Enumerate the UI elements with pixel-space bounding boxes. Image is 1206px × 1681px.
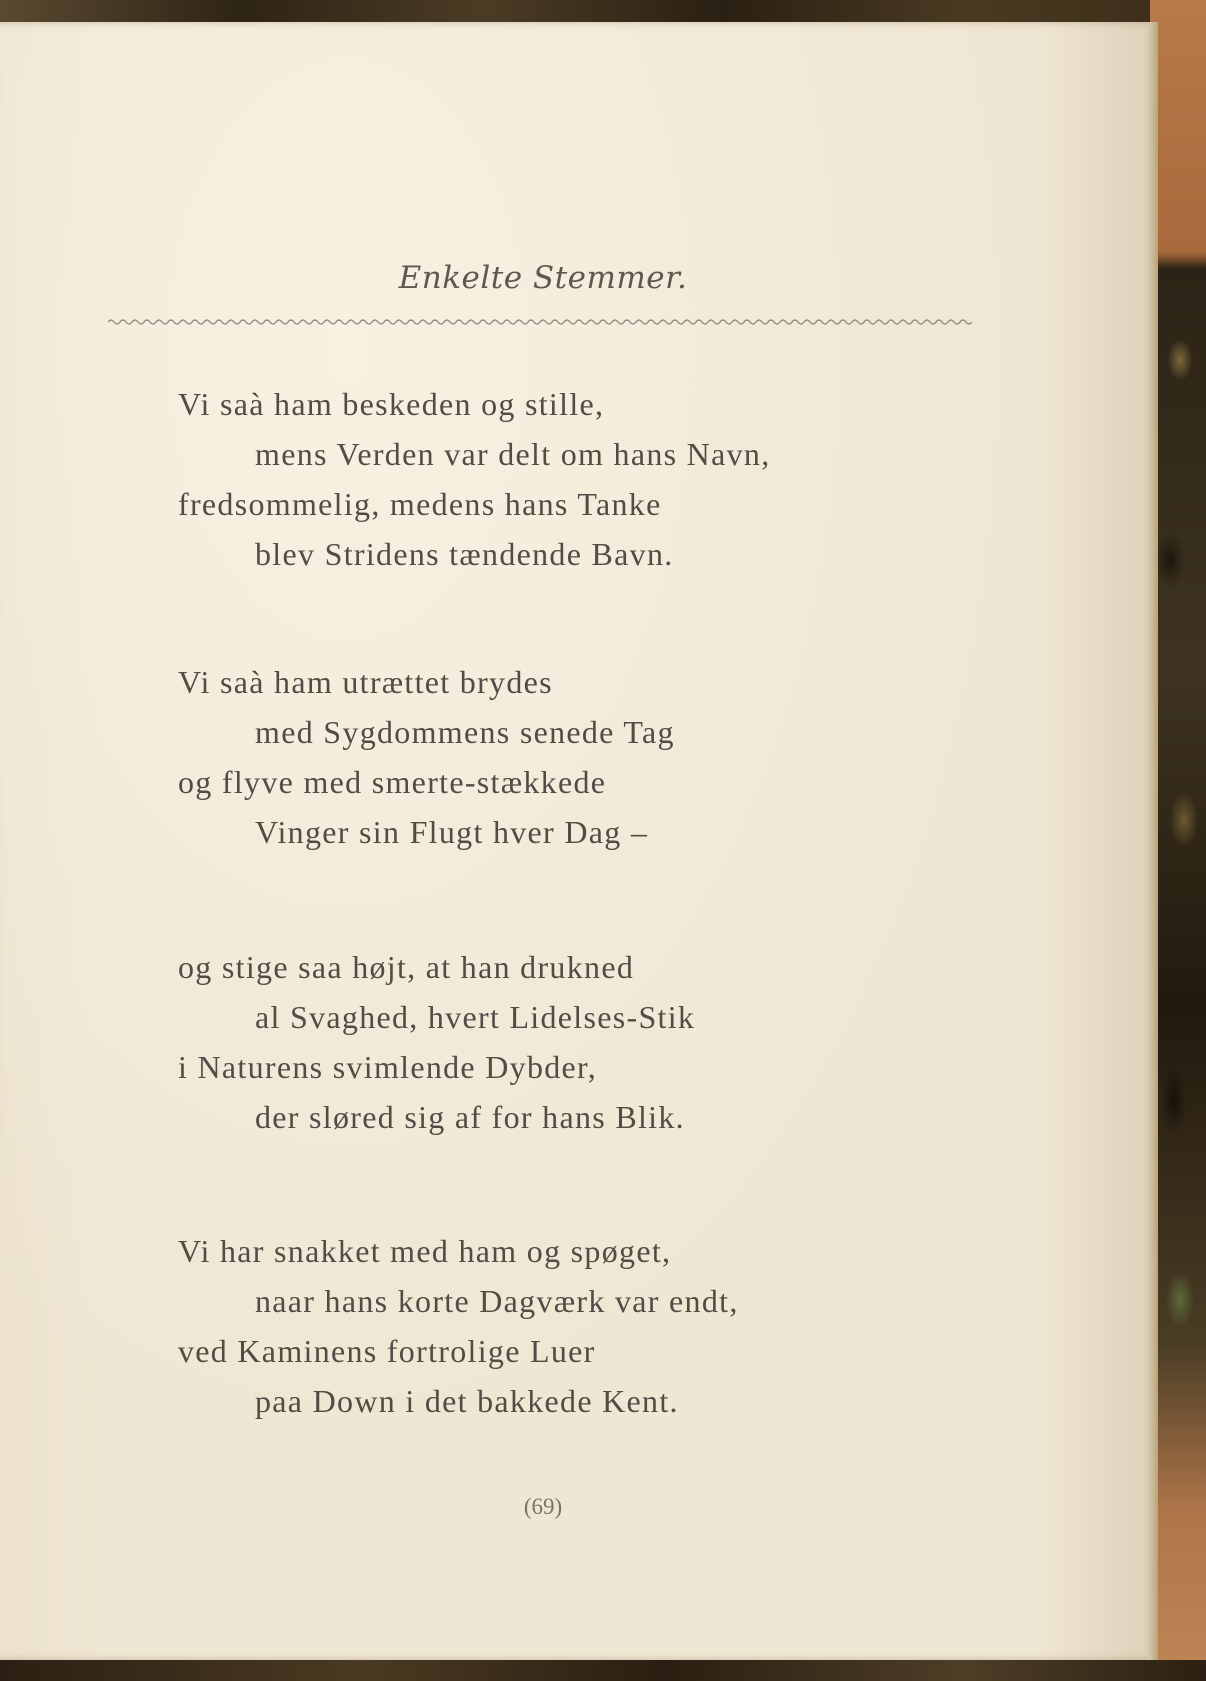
verse-line: Vinger sin Flugt hver Dag – xyxy=(255,814,649,850)
verse-line: og stige saa højt, at han drukned xyxy=(178,949,635,985)
marbled-cover xyxy=(1150,0,1206,1681)
book-page xyxy=(0,22,1158,1660)
verse-line: i Naturens svimlende Dybder, xyxy=(178,1049,598,1085)
verse-line: fredsommelig, medens hans Tanke xyxy=(178,486,662,522)
wavy-line xyxy=(108,320,972,324)
verse-line: Vi saà ham beskeden og stille, xyxy=(178,386,605,422)
verse-line: der sløred sig af for hans Blik. xyxy=(255,1099,685,1135)
verse-line: Vi saà ham utrættet brydes xyxy=(178,664,553,700)
ornamental-rule xyxy=(108,318,972,326)
verse-line: blev Stridens tændende Bavn. xyxy=(255,536,674,572)
book-top-edge xyxy=(0,0,1206,22)
verse-line: paa Down i det bakkede Kent. xyxy=(255,1383,679,1419)
verse-line: Vi har snakket med ham og spøget, xyxy=(178,1233,672,1269)
verse-line: med Sygdommens senede Tag xyxy=(255,714,675,750)
running-head: Enkelte Stemmer. xyxy=(398,260,688,296)
verse-line: og flyve med smerte-stækkede xyxy=(178,764,607,800)
verse-line: al Svaghed, hvert Lidelses-Stik xyxy=(255,999,696,1035)
verse-line: naar hans korte Dagværk var endt, xyxy=(255,1283,739,1319)
book-bottom-edge xyxy=(0,1660,1206,1681)
page-number: (69) xyxy=(523,1494,563,1519)
page-edge xyxy=(1148,22,1158,1660)
verse-line: ved Kaminens fortrolige Luer xyxy=(178,1333,596,1369)
verse-line: mens Verden var delt om hans Navn, xyxy=(255,436,771,472)
